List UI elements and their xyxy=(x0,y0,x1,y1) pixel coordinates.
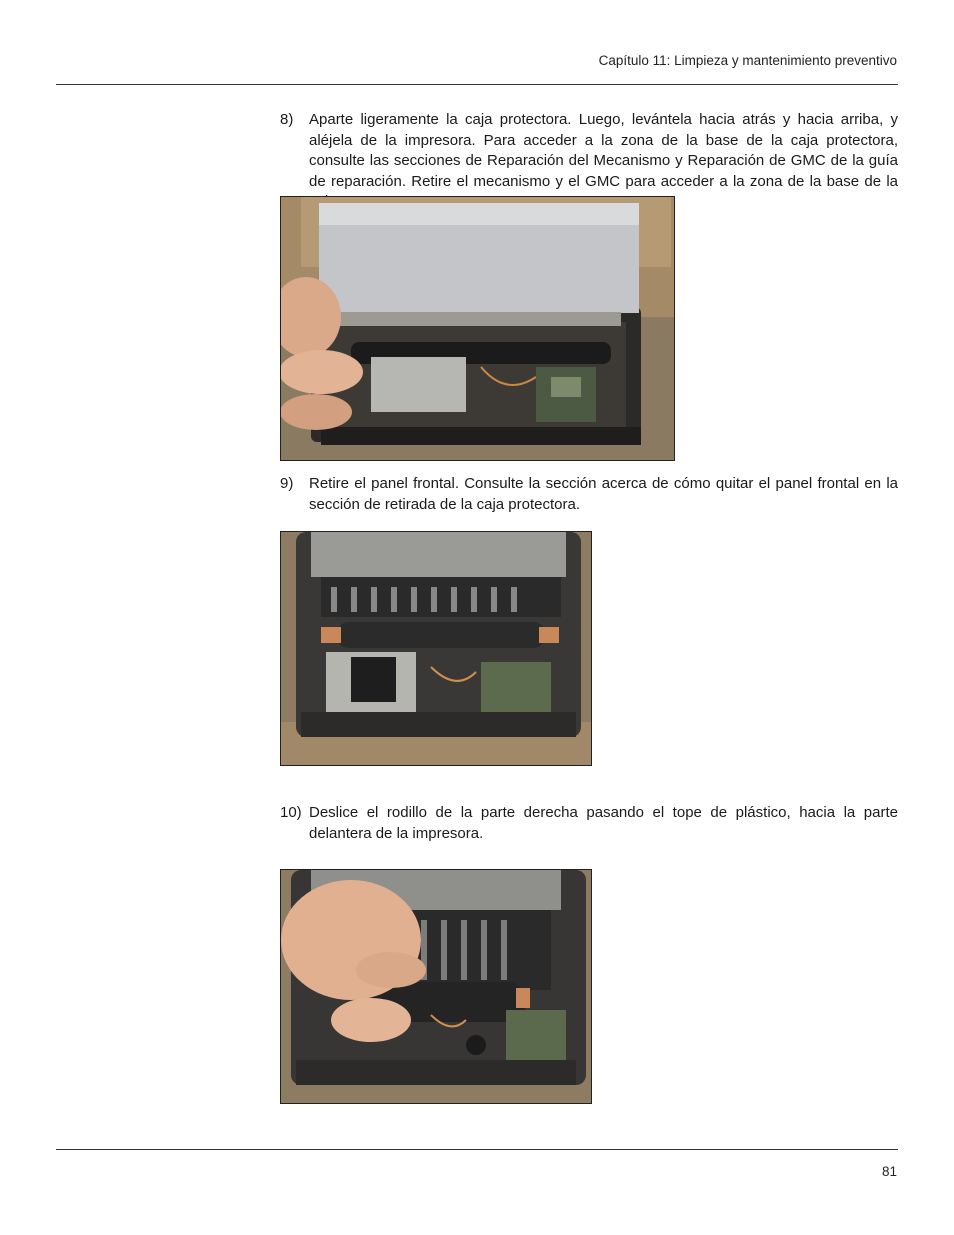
step-number: 10) xyxy=(280,804,302,821)
step-9 xyxy=(280,474,898,515)
photo-front-panel-removed xyxy=(280,531,592,766)
step-number: 9) xyxy=(280,475,294,492)
footer-rule xyxy=(56,1149,898,1150)
page-number: 81 xyxy=(881,1164,897,1179)
header-rule xyxy=(56,84,898,85)
photo-lifting-protective-case xyxy=(280,196,675,461)
step-number: 8) xyxy=(280,111,294,128)
photo-sliding-roller xyxy=(280,869,592,1104)
chapter-title: Capítulo 11: Limpieza y mantenimiento preventivo xyxy=(598,53,897,68)
step-10 xyxy=(280,803,898,844)
step-text: Retire el panel frontal. Consulte la sección acerca de cómo quitar el panel frontal en la sección de retirada de la caja protectora. xyxy=(309,475,898,513)
step-text: Aparte ligeramente la caja protectora. Luego, levántela hacia atrás y hacia arriba, y aléjela de la impresora. Para acceder a la zona de la base de la caja protectora, consulte las secciones de Reparación del Mecanismo y Reparación de GMC de la guía de reparación. Retire el mecanismo y el GMC para acceder a la zona de la base de la xyxy=(309,111,898,190)
step-text: Deslice el rodillo de la parte derecha pasando el tope de plástico, hacia la parte delantera de la impresora. xyxy=(309,804,898,842)
